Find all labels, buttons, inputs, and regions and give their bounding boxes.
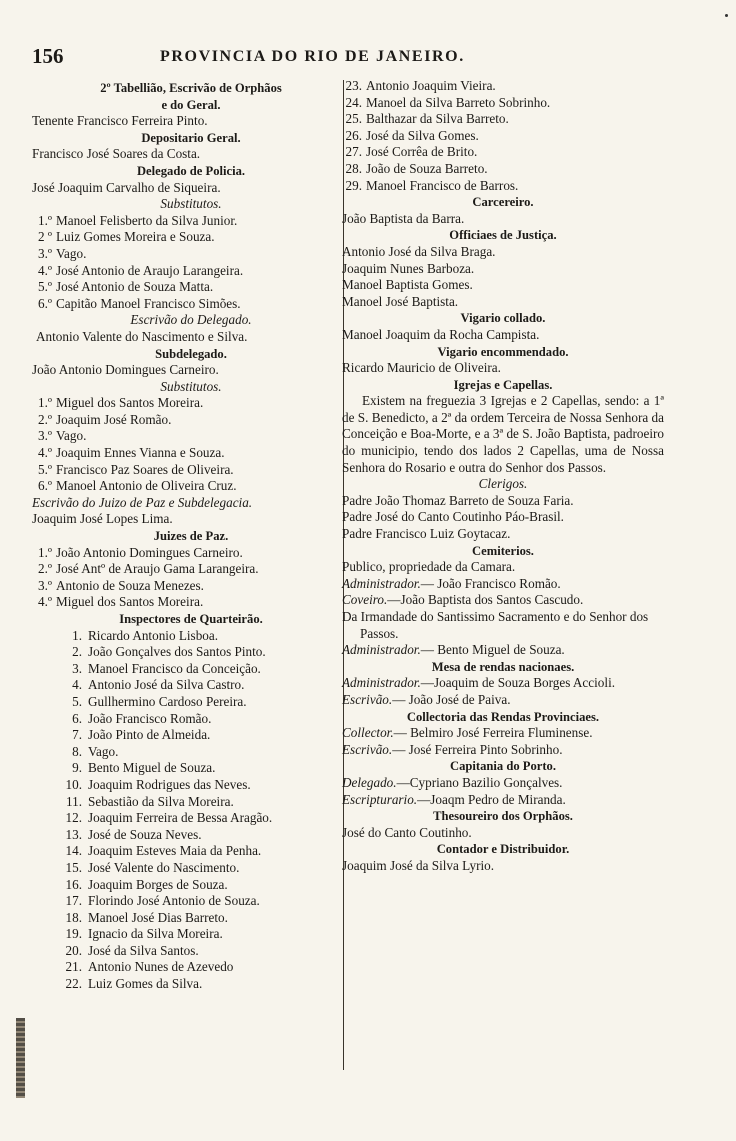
vigario-encomm-name: Ricardo Mauricio de Oliveira. [342,360,501,376]
role-label: Escripturario. [342,791,418,807]
item-name: Antonio Joaquim Vieira. [366,78,496,93]
substitutos2-list [32,395,350,495]
item-number: 11. [66,793,82,809]
list-item [32,976,350,993]
list-item [32,926,350,943]
list-item: Padre José do Canto Coutinho Páo-Brasil. [342,509,564,525]
list-item [342,161,664,178]
item-name: Balthazar da Silva Barreto. [366,111,509,127]
list-item: Padre João Thomaz Barreto de Souza Faria. [342,492,574,508]
cemiterio-irmandade: Da Irmandade do Santissimo Sacramento e do Senhor dos Passos. [342,609,649,641]
item-number: 4.º [38,262,52,278]
item-name: José Antº de Araujo Gama Larangeira. [56,561,259,577]
list-item: Manoel José Baptista. [342,293,459,309]
heading-delegado: Delegado de Policia. [136,163,246,178]
list-item: Antonio José da Silva Braga. [342,243,496,259]
item-number: 2 º [38,229,52,245]
item-name: Luiz Gomes da Silva. [88,976,203,992]
heading-carcereiro: Carcereiro. [472,195,534,210]
list-item [32,213,350,230]
role-holder: —Joaqm Pedro de Miranda. [417,791,566,807]
thesoureiro-name: José do Canto Coutinho. [342,824,472,840]
inspectores-cont-list [342,78,664,194]
item-number: 24. [345,94,362,110]
role-holder: — Bento Miguel de Souza. [420,642,565,658]
carcereiro-name: João Baptista da Barra. [342,210,465,226]
list-item [32,794,350,811]
role-label: Administrador. [342,575,421,591]
list-item [32,478,350,495]
item-name: Antonio Nunes de Azevedo [88,959,234,975]
vigario-collado-name: Manoel Joaquim da Rocha Campista. [342,326,540,342]
item-number: 25. [345,111,362,127]
list-item [32,296,350,313]
role-label: Escrivão. [342,741,393,757]
heading-inspectores: Inspectores de Quarteirão. [119,612,263,626]
item-number: 22. [65,976,82,992]
item-name: João Pinto de Almeida. [88,727,211,743]
item-number: 23. [345,78,362,93]
list-item [32,545,350,562]
list-item [32,727,350,744]
item-name: Antonio José da Silva Castro. [88,677,245,693]
item-name: Joaquim José Romão. [56,411,172,427]
item-number: 1.º [38,395,52,411]
list-item [32,744,350,761]
list-item [32,229,350,246]
item-number: 2. [72,644,82,660]
item-name: Vago. [56,245,87,261]
escrivao-juizo-name: Joaquim José Lopes Lima. [32,511,173,527]
item-number: 2.º [38,411,52,427]
list-item [32,561,350,578]
list-item [32,810,350,827]
running-head: PROVINCIA DO RIO DE JANEIRO. [160,48,465,65]
heading-vigario-encomm: Vigario encommendado. [437,344,569,359]
heading-juizes: Juizes de Paz. [153,529,229,544]
item-name: Vago. [88,743,119,759]
role-holder: — João Francisco Romão. [420,575,561,591]
role-label: Coveiro. [342,592,388,608]
cemiterio-admin2 [342,642,664,659]
heading-subdelegado: Subdelegado. [155,346,227,361]
item-name: José Antonio de Araujo Larangeira. [56,262,244,278]
item-name: Sebastião da Silva Moreira. [88,793,234,809]
item-name: Florindo José Antonio de Souza. [88,893,260,909]
list-item [32,578,350,595]
binding-mark [16,1018,25,1098]
item-number: 1.º [38,212,52,228]
role-holder: —Cypriano Bazilio Gonçalves. [396,774,563,790]
item-name: Joaquim Rodrigues das Neves. [88,776,251,792]
item-name: Ricardo Antonio Lisboa. [88,627,219,643]
item-number: 1. [72,627,82,643]
substitutos-list [32,213,350,313]
heading-capitania: Capitania do Porto. [449,759,556,774]
substitutos2-label: Substitutos. [160,378,222,394]
escrivao-delegado-label: Escrivão do Delegado. [130,312,252,328]
list-item [342,111,664,128]
item-number: 17. [65,893,82,909]
item-name: Miguel dos Santos Moreira. [56,594,204,610]
capitania-escripturario [342,792,664,809]
list-item [32,644,350,661]
item-name: José Antonio de Souza Matta. [56,279,214,295]
role-holder: —João Baptista dos Santos Cascudo. [387,592,584,608]
right-column [342,78,664,875]
item-number: 6. [72,710,82,726]
tabelliao-name: Tenente Francisco Ferreira Pinto. [32,113,208,129]
capitania-delegado [342,775,664,792]
item-number: 21. [65,959,82,975]
list-item [32,893,350,910]
role-label: Administrador. [342,642,421,658]
item-number: 8. [72,743,82,759]
role-holder: — João José de Paiva. [392,691,511,707]
role-holder: — José Ferreira Pinto Sobrinho. [392,741,563,757]
item-number: 6.º [38,478,52,494]
role-holder: —Joaquim de Souza Borges Accioli. [420,675,616,691]
item-number: 3.º [38,428,52,444]
list-item [32,677,350,694]
heading-thesoureiro: Thesoureiro dos Orphãos. [433,809,573,824]
item-name: José da Silva Gomes. [366,127,479,143]
heading-tabelliao-cont: e do Geral. [161,97,221,112]
list-item [32,711,350,728]
item-name: Joaquim Ennes Vianna e Souza. [56,445,225,461]
list-item [32,263,350,280]
item-number: 19. [65,926,82,942]
list-item [32,860,350,877]
item-name: Manoel Francisco de Barros. [366,177,519,193]
igrejas-paragraph: Existem na freguezia 3 Igrejas e 2 Capellas, sendo: a 1ª de S. Benedicto, a 2ª da ordem Terceira de Nossa Senhora da Conceição e Boa-Morte, e a 3ª de S. João Baptista, padroeiro do municipio, tendo dos lados 2 Capellas, uma de Nossa Senhora do Rosario e outra do Senhor dos Passos. [342,393,664,475]
mesa-escrivao [342,692,664,709]
list-item [32,777,350,794]
escrivao-juizo-label: Escrivão do Juizo de Paz e Subdelegacia. [32,494,253,510]
item-number: 10. [65,776,82,792]
item-number: 5.º [38,279,52,295]
heading-depositario: Depositario Geral. [141,130,241,145]
item-name: Luiz Gomes Moreira e Souza. [56,229,215,245]
list-item [32,628,350,645]
subdelegado-name: João Antonio Domingues Carneiro. [32,362,219,378]
item-name: Manoel Felisberto da Silva Junior. [56,212,238,228]
item-name: Ignacio da Silva Moreira. [88,926,223,942]
list-item [32,827,350,844]
item-number: 4.º [38,445,52,461]
list-item [342,178,664,195]
item-name: João Gonçalves dos Santos Pinto. [88,644,266,660]
item-number: 18. [65,909,82,925]
item-number: 7. [72,727,82,743]
list-item [32,843,350,860]
item-number: 16. [65,876,82,892]
item-number: 3.º [38,245,52,261]
item-number: 5.º [38,461,52,477]
list-item [32,428,350,445]
item-number: 12. [65,810,82,826]
item-name: João Francisco Romão. [88,710,212,726]
contador-name: Joaquim José da Silva Lyrio. [342,857,495,873]
list-item [32,279,350,296]
item-number: 3. [72,660,82,676]
item-name: Miguel dos Santos Moreira. [56,395,204,411]
item-number: 20. [65,942,82,958]
list-item [32,395,350,412]
item-number: 4.º [38,594,52,610]
list-item [32,445,350,462]
list-item [32,943,350,960]
list-item [342,128,664,145]
item-name: Manoel Francisco da Conceição. [88,660,261,676]
heading-contador: Contador e Distribuidor. [436,842,570,857]
delegado-name: José Joaquim Carvalho de Siqueira. [32,179,221,195]
item-number: 26. [345,127,362,143]
page-number: 156 [32,44,64,68]
item-name: José da Silva Santos. [88,942,199,958]
clerigos-label: Clerigos. [478,476,528,492]
list-item [32,594,350,611]
substitutos-label: Substitutos. [160,196,222,212]
item-name: Joaquim Esteves Maia da Penha. [88,843,262,859]
item-number: 14. [65,843,82,859]
list-item: Joaquim Nunes Barboza. [342,260,475,276]
item-number: 5. [72,693,82,709]
role-label: Collector. [342,725,394,741]
list-item [342,144,664,161]
item-number: 6.º [38,295,52,311]
heading-mesa-rendas: Mesa de rendas nacionaes. [431,659,575,674]
role-label: Delegado. [342,774,397,790]
role-holder: — Belmiro José Ferreira Fluminense. [393,725,593,741]
heading-cemiterios: Cemiterios. [472,543,534,558]
item-number: 2.º [38,561,52,577]
list-item [32,760,350,777]
item-number: 3.º [38,577,52,593]
cemiterio-publico: Publico, propriedade da Camara. [342,559,516,575]
list-item [32,661,350,678]
clerigos-list [342,493,664,543]
list-item [32,462,350,479]
item-number: 27. [345,144,362,160]
item-name: Vago. [56,428,87,444]
list-item [32,959,350,976]
item-name: Manoel Antonio de Oliveira Cruz. [56,478,237,494]
item-number: 9. [72,760,82,776]
heading-igrejas: Igrejas e Capellas. [453,377,553,392]
list-item [32,877,350,894]
heading-vigario-collado: Vigario collado. [460,311,546,326]
item-name: José Corrêa de Brito. [366,144,478,160]
item-name: Manoel da Silva Barreto Sobrinho. [366,94,551,110]
item-name: Manoel José Dias Barreto. [88,909,228,925]
item-name: Joaquim Borges de Souza. [88,876,228,892]
inspectores-list [32,628,350,993]
officiaes-list [342,244,664,310]
item-number: 29. [345,177,362,193]
item-number: 13. [65,826,82,842]
item-name: Bento Miguel de Souza. [88,760,216,776]
list-item [342,95,664,112]
heading-tabelliao: 2º Tabellião, Escrivão de Orphãos [100,81,282,95]
item-name: João de Souza Barreto. [366,160,488,176]
heading-collectoria: Collectoria das Rendas Provinciaes. [406,709,600,724]
depositario-name: Francisco José Soares da Costa. [32,146,201,162]
role-label: Escrivão. [342,691,393,707]
item-name: Francisco Paz Soares de Oliveira. [56,461,234,477]
list-item: Padre Francisco Luiz Goytacaz. [342,526,511,542]
list-item [32,910,350,927]
cemiterio-admin [342,576,664,593]
item-number: 4. [72,677,82,693]
list-item [32,412,350,429]
mesa-admin [342,675,664,692]
item-number: 1.º [38,544,52,560]
item-name: José de Souza Neves. [88,826,202,842]
item-number: 28. [345,160,362,176]
list-item [32,246,350,263]
item-name: Capitão Manoel Francisco Simões. [56,295,241,311]
item-name: João Antonio Domingues Carneiro. [56,544,243,560]
item-number: 15. [65,859,82,875]
item-name: Gullhermino Cardoso Pereira. [88,693,247,709]
collectoria-collector [342,725,664,742]
list-item: Manoel Baptista Gomes. [342,277,473,293]
item-name: Antonio de Souza Menezes. [56,577,204,593]
list-item [342,78,664,95]
heading-officiaes: Officiaes de Justiça. [449,228,557,243]
speck-mark [725,14,728,17]
item-name: José Valente do Nascimento. [88,859,240,875]
collectoria-escrivao [342,742,664,759]
list-item [32,694,350,711]
role-label: Administrador. [342,675,421,691]
cemiterio-coveiro [342,592,664,609]
left-column [32,80,350,993]
juizes-list [32,545,350,611]
escrivao-delegado-name: Antonio Valente do Nascimento e Silva. [36,328,248,344]
item-name: Joaquim Ferreira de Bessa Aragão. [88,810,273,826]
